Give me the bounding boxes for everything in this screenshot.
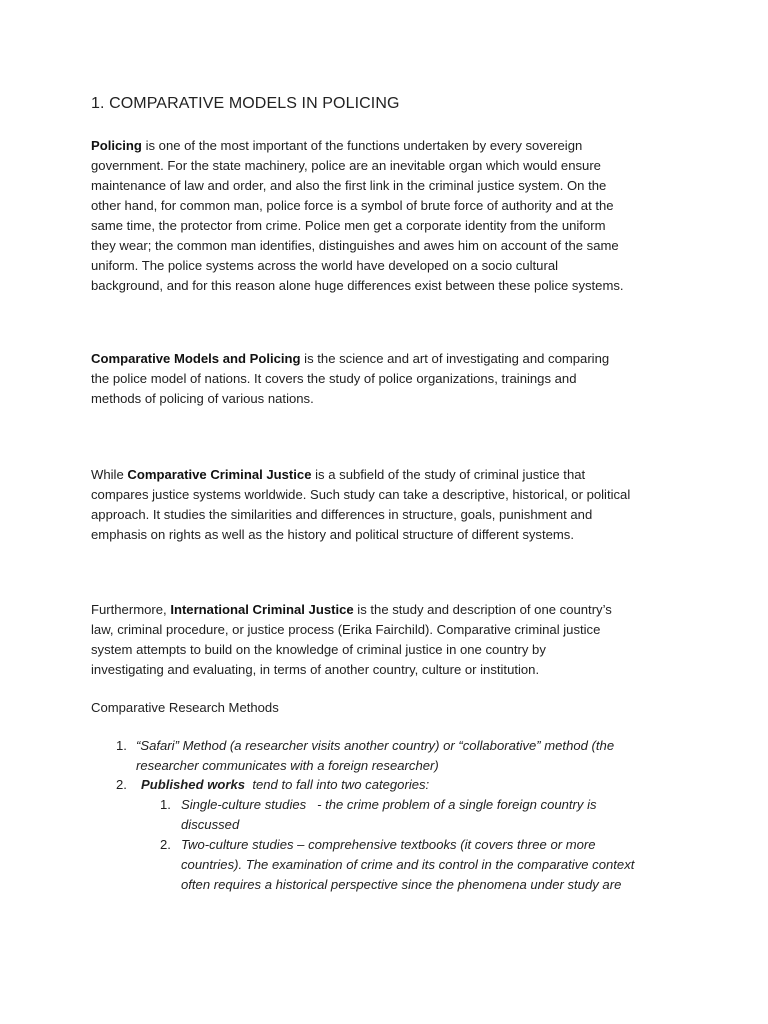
text-line: often requires a historical perspective since the phenomena under study are	[181, 877, 622, 892]
bold-term: International Criminal Justice	[170, 602, 354, 617]
list-number: 1.	[116, 738, 127, 753]
sublist-number: 1.	[160, 797, 171, 812]
sublist-item	[181, 795, 597, 835]
text-line: Policing is one of the most important of the functions undertaken by every sovereign	[91, 138, 583, 153]
text-line: “Safari” Method (a researcher visits another country) or “collaborative” method (the	[136, 738, 615, 753]
text-line: maintenance of law and order, and also the first link in the criminal justice system. On the	[91, 178, 607, 193]
text-line: government. For the state machinery, police are an inevitable organ which would ensure	[91, 158, 601, 173]
text-line: uniform. The police systems across the world have developed on a socio cultural	[91, 258, 559, 273]
text-line: Single-culture studies - the crime problem of a single foreign country is	[181, 797, 597, 812]
text-line: law, criminal procedure, or justice process (Erika Fairchild). Comparative criminal justice	[91, 622, 601, 637]
text-line: emphasis on rights as well as the history and political structure of different systems.	[91, 527, 574, 542]
list-item	[136, 736, 614, 776]
text-line: While Comparative Criminal Justice is a subfield of the study of criminal justice that	[91, 467, 586, 482]
bold-term: Published works	[141, 777, 246, 792]
sublist-item	[181, 835, 634, 895]
text-line: countries). The examination of crime and its control in the comparative context	[181, 857, 635, 872]
text-line: same time, the protector from crime. Police men get a corporate identity from the uniform	[91, 218, 606, 233]
text-line: discussed	[181, 817, 240, 832]
list-number: 2.	[116, 777, 127, 792]
text-line: Furthermore, International Criminal Justice is the study and description of one country’s	[91, 602, 612, 617]
bold-term: Comparative Criminal Justice	[127, 467, 312, 482]
text-line: Two-culture studies – comprehensive textbooks (it covers three or more	[181, 837, 596, 852]
text-line: investigating and evaluating, in terms of another country, culture or institution.	[91, 662, 540, 677]
text-line: they wear; the common man identifies, distinguishes and awes him on account of the same	[91, 238, 619, 253]
text-line: other hand, for common man, police force is a symbol of brute force of authority and at the	[91, 198, 614, 213]
text-line: compares justice systems worldwide. Such study can take a descriptive, historical, or political	[91, 487, 631, 502]
text-line: methods of policing of various nations.	[91, 391, 314, 406]
page-title: 1. COMPARATIVE MODELS IN POLICING	[91, 95, 400, 112]
text-line: system attempts to build on the knowledge of criminal justice in one country by	[91, 642, 546, 657]
text-line: approach. It studies the similarities and differences in structure, goals, punishment and	[91, 507, 593, 522]
bold-term: Policing	[91, 138, 142, 153]
bold-term: Comparative Models and Policing	[91, 351, 301, 366]
text-line: Comparative Models and Policing is the science and art of investigating and comparing	[91, 351, 610, 366]
sublist-number: 2.	[160, 837, 171, 852]
text-line: researcher communicates with a foreign researcher)	[136, 758, 439, 773]
text-line: Published works tend to fall into two categories:	[141, 777, 430, 792]
text-line: background, and for this reason alone huge differences exist between these police systems.	[91, 278, 624, 293]
section-subheading: Comparative Research Methods	[91, 700, 279, 715]
text-line: the police model of nations. It covers the study of police organizations, trainings and	[91, 371, 577, 386]
list-item	[141, 775, 429, 795]
